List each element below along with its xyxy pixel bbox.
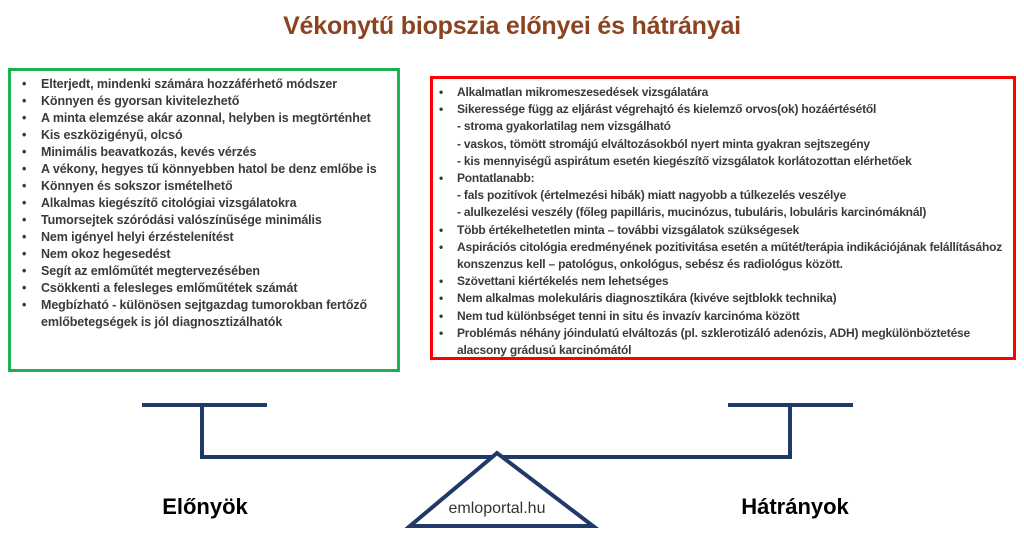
disadvantage-text: Nem tud különbséget tenni in situ és invazív karcinóma között bbox=[457, 308, 800, 323]
list-item bbox=[433, 273, 1009, 290]
disadvantage-text: Aspirációs citológia eredményének pozitivitása esetén a műtét/terápia indikációjának felállításához konszenzus kell – patológus, onkológus, sebész és radiológus között. bbox=[457, 239, 1003, 272]
list-item bbox=[433, 222, 1009, 239]
list-item bbox=[433, 101, 1009, 170]
list-item: • Könnyen és gyorsan kivitelezhető bbox=[11, 93, 391, 110]
list-item bbox=[433, 290, 1009, 307]
list-item: • Minimális beavatkozás, kevés vérzés bbox=[11, 144, 391, 161]
disadvantage-text: Alkalmatlan mikromeszesedések vizsgálatára bbox=[457, 85, 709, 99]
list-item: • Elterjedt, mindenki számára hozzáférhető módszer bbox=[11, 76, 391, 93]
scale-right-hanger bbox=[728, 405, 853, 457]
list-item bbox=[433, 308, 1009, 325]
list-item: • Nem igényel helyi érzéstelenítést bbox=[11, 229, 391, 246]
disadvantages-list bbox=[433, 84, 1009, 359]
list-item: • A vékony, hegyes tű könnyebben hatol be denz emlőbe is bbox=[11, 161, 391, 178]
list-item: • Tumorsejtek szóródási valószínűsége minimális bbox=[11, 212, 391, 229]
list-item: • Könnyen és sokszor ismételhető bbox=[11, 178, 391, 195]
advantages-label: Előnyök bbox=[162, 494, 248, 519]
disadvantages-box bbox=[430, 76, 1016, 360]
disadvantages-label: Hátrányok bbox=[741, 494, 849, 519]
disadvantage-text: Problémás néhány jóindulatú elváltozás (pl. szklerotizáló adenózis, ADH) megkülönböztetése alacsony grádusú karcinómától bbox=[457, 325, 970, 358]
disadvantage-text: Sikeressége függ az eljárást végrehajtó és kielemző orvos(ok) hozáértésétől bbox=[457, 102, 877, 117]
list-item: • Csökkenti a felesleges emlőműtétek számát bbox=[11, 280, 391, 297]
advantages-list bbox=[11, 76, 391, 331]
list-item: • Segít az emlőműtét megtervezésében bbox=[11, 263, 391, 280]
disadvantage-subitem: - vaskos, tömött stromájú elváltozásokból nyert minta gyakran sejtszegény bbox=[457, 136, 870, 151]
disadvantage-subitem: - stroma gyakorlatilag nem vizsgálható bbox=[457, 119, 671, 134]
disadvantage-subitem: - kis mennyiségű aspirátum esetén kiegészítő vizsgálatok korlátozottan elérhetőek bbox=[457, 153, 912, 168]
scale-left-hanger bbox=[142, 405, 267, 457]
list-item: • Nem okoz hegesedést bbox=[11, 246, 391, 263]
list-item bbox=[433, 239, 1009, 273]
disadvantage-text: Több értékelhetetlen minta – további vizsgálatok szükségesek bbox=[457, 222, 800, 237]
disadvantage-subitem: - fals pozitívok (értelmezési hibák) miatt nagyobb a túlkezelés veszélye bbox=[457, 188, 847, 203]
advantages-box bbox=[8, 68, 400, 372]
disadvantage-text: Nem alkalmas molekuláris diagnosztikára (kivéve sejtblokk technika) bbox=[457, 291, 837, 306]
balance-scale-diagram bbox=[0, 395, 1024, 544]
disadvantage-text: Pontatlanabb: bbox=[457, 171, 535, 186]
list-item bbox=[433, 325, 1009, 359]
list-item bbox=[433, 84, 1009, 101]
list-item bbox=[433, 170, 1009, 222]
list-item: • Megbízható - különösen sejtgazdag tumorokban fertőző emlőbetegségek is jól diagnosztizálhatók bbox=[11, 297, 391, 331]
fulcrum-label: emloportal.hu bbox=[448, 500, 546, 517]
list-item: • Alkalmas kiegészítő citológiai vizsgálatokra bbox=[11, 195, 391, 212]
list-item: • A minta elemzése akár azonnal, helyben is megtörténhet bbox=[11, 110, 391, 127]
page-title: Vékonytű biopszia előnyei és hátrányai bbox=[283, 12, 741, 40]
list-item: • Kis eszközigényű, olcsó bbox=[11, 127, 391, 144]
disadvantage-text: Szövettani kiértékelés nem lehetséges bbox=[457, 274, 669, 289]
disadvantage-subitem: - alulkezelési veszély (főleg papilláris, mucinózus, tubuláris, lobuláris karcinómáknál) bbox=[457, 205, 927, 220]
